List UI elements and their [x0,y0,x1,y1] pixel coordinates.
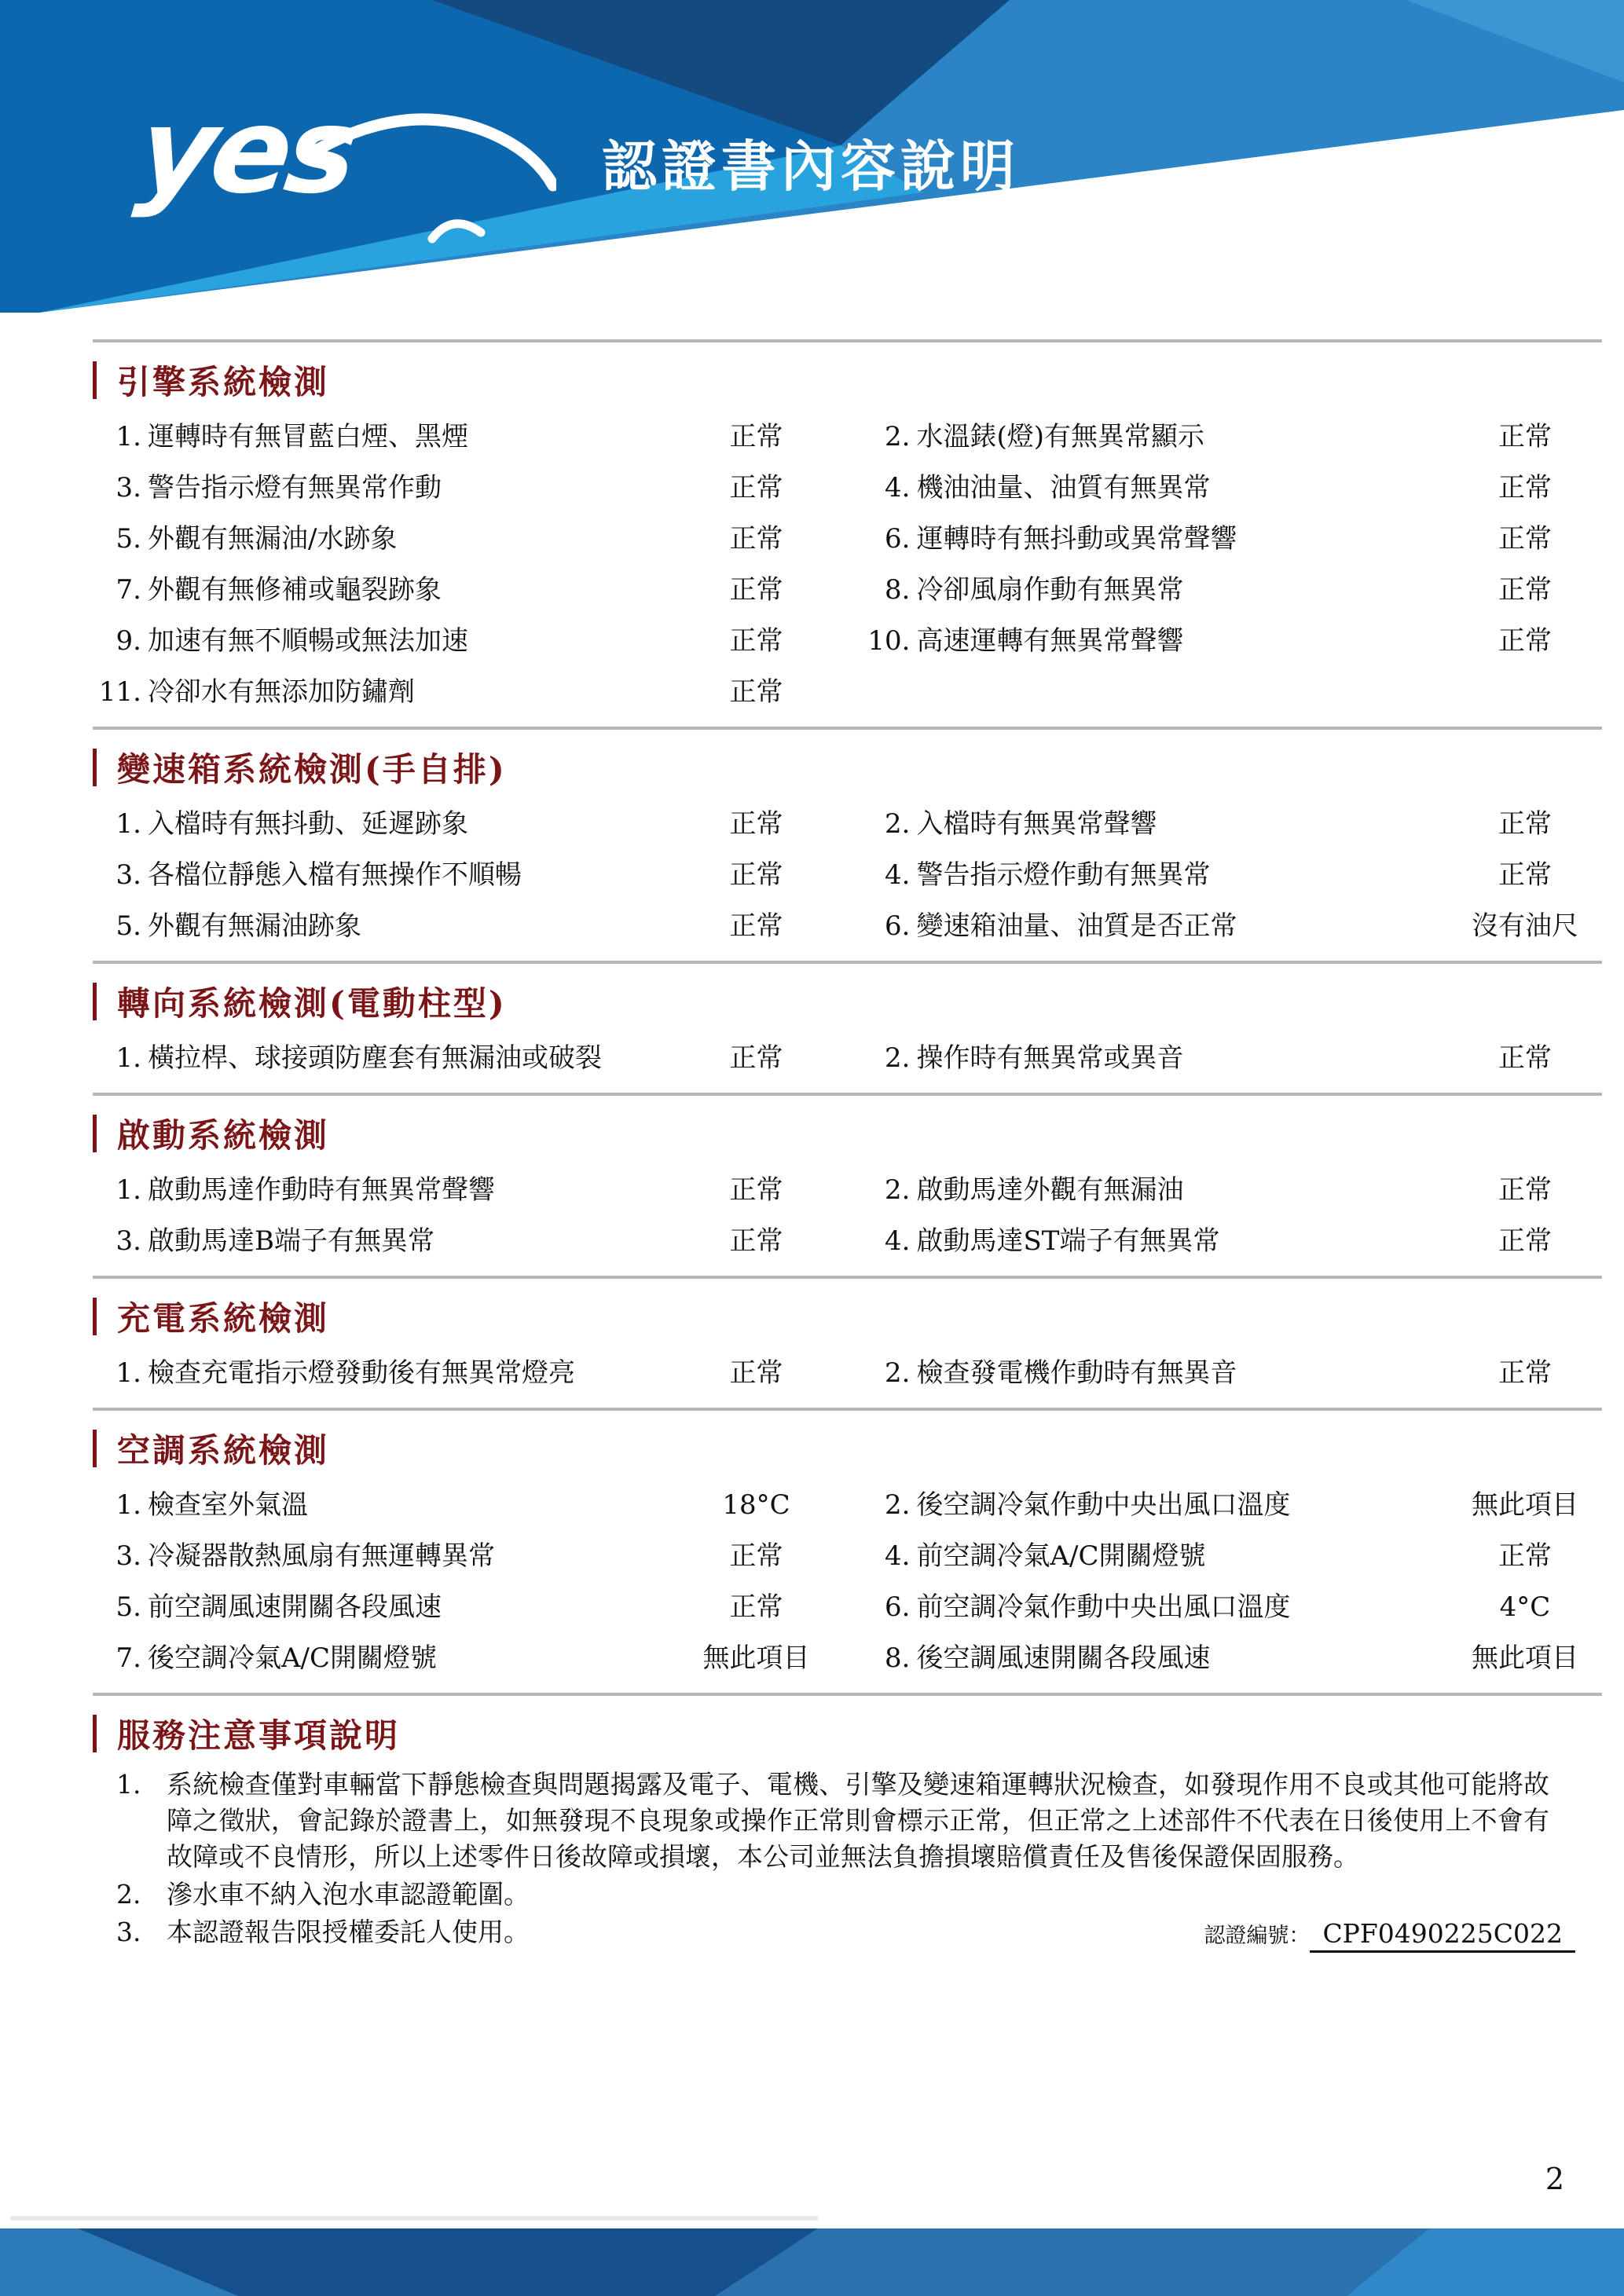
inspection-item [96,624,834,658]
notes-header [93,1712,1602,1756]
item-number: 5. [115,910,141,942]
item-label: 運轉時有無抖動或異常聲響 [916,523,1237,555]
note-text: 本認證報告限授權委託人使用。 [167,1917,530,1947]
note-item [116,1877,1602,1913]
item-label: 前空調風速開關各段風速 [148,1591,442,1623]
section-header [93,358,1602,402]
item-label: 啟動馬達ST端子有無異常 [916,1225,1220,1257]
item-label: 入檔時有無異常聲響 [916,808,1157,840]
item-result: 正常 [1498,574,1552,606]
item-number: 2. [885,421,911,452]
item-result: 正常 [1498,1174,1552,1206]
item-label: 外觀有無漏油跡象 [148,910,361,942]
item-number: 8. [885,574,911,606]
certificate-number-line [1204,1918,1575,1949]
item-result: 正常 [1498,625,1552,657]
section-accent-bar [93,749,97,786]
section-divider [93,339,1602,342]
item-number: 4. [885,1225,911,1257]
section-accent-bar [93,361,97,399]
item-number: 4. [885,472,911,504]
inspection-item [865,1590,1603,1624]
inspection-items [93,1488,1602,1675]
inspection-section [93,980,1602,1096]
item-number: 8. [885,1642,911,1674]
inspection-section [93,1111,1602,1279]
inspection-sections [93,358,1602,1696]
item-number: 1. [115,421,141,452]
inspection-item [865,1539,1603,1573]
item-label: 啟動馬達作動時有無異常聲響 [148,1174,495,1206]
section-divider [93,1693,1602,1696]
item-number: 6. [885,523,911,555]
item-result: 正常 [729,625,783,657]
note-text: 系統檢查僅對車輛當下靜態檢查與問題揭露及電子、電機、引擎及變速箱運轉狀況檢查，如發現作用不良或其他可能將故障之徵狀，會記錄於證書上，如無發現不良現象或操作正常則會標示正常，但正常之上述部件不代表在日後使用上不會有故障或不良情形，所以上述零件日後故障或損壞，本公司並無法負擔損壞賠償責任及售後保證保固服務。 [167,1769,1549,1872]
inspection-item [96,1173,834,1207]
item-label: 啟動馬達B端子有無異常 [148,1225,434,1257]
inspection-section [93,358,1602,730]
item-result: 正常 [729,574,783,606]
item-result: 正常 [729,1540,783,1572]
item-number: 1. [115,1042,141,1074]
section-header [93,1294,1602,1338]
item-result: 無此項目 [1472,1489,1578,1521]
item-label: 變速箱油量、油質是否正常 [916,910,1237,942]
section-title: 變速箱系統檢測(手自排) [117,750,507,789]
item-number: 10. [867,625,911,657]
inspection-item [865,909,1603,943]
inspection-item [96,1488,834,1522]
inspection-item [96,1590,834,1624]
inspection-item [865,624,1603,658]
notes-title: 服務注意事項說明 [117,1716,401,1755]
section-title: 空調系統檢測 [117,1431,330,1470]
item-number: 2. [885,1489,911,1521]
item-number: 1. [115,1489,141,1521]
item-result: 正常 [729,910,783,942]
inspection-item [96,419,834,454]
item-result: 正常 [1498,1225,1552,1257]
item-label: 啟動馬達外觀有無漏油 [916,1174,1184,1206]
item-label: 檢查發電機作動時有無異音 [916,1357,1237,1389]
section-header [93,1111,1602,1155]
item-label: 冷凝器散熱風扇有無運轉異常 [148,1540,495,1572]
item-label: 檢查室外氣溫 [148,1489,308,1521]
item-number: 9. [115,625,141,657]
item-label: 警告指示燈作動有無異常 [916,859,1211,891]
yes-logo-text: yes [130,83,363,220]
section-header [93,1426,1602,1470]
section-divider [93,1408,1602,1411]
note-item [116,1767,1602,1875]
page-number: 2 [1545,2162,1564,2196]
section-header [93,745,1602,789]
item-result: 正常 [1498,1540,1552,1572]
item-result: 正常 [729,1357,783,1389]
inspection-item [865,1356,1603,1390]
page-header [0,0,1624,314]
inspection-item [865,1224,1603,1258]
inspection-item [865,1488,1603,1522]
inspection-item [865,1173,1603,1207]
item-label: 前空調冷氣作動中央出風口溫度 [916,1591,1291,1623]
brand-block [116,85,1020,250]
item-label: 檢查充電指示燈發動後有無異常燈亮 [148,1357,575,1389]
note-number: 2. [116,1879,141,1910]
item-number: 1. [115,808,141,840]
inspection-items [93,1041,1602,1075]
inspection-item [865,522,1603,556]
inspection-section [93,745,1602,964]
note-text: 滲水車不納入泡水車認證範圍。 [167,1879,530,1910]
item-number: 1. [115,1357,141,1389]
footer-graphic [0,2228,1624,2296]
item-number: 11. [98,676,141,708]
footer-accent-line [10,2216,818,2221]
item-label: 機油油量、油質有無異常 [916,472,1211,504]
inspection-item [96,909,834,943]
item-result: 正常 [729,421,783,452]
item-label: 冷卻風扇作動有無異常 [916,574,1184,606]
item-result: 正常 [1498,523,1552,555]
section-title: 充電系統檢測 [117,1299,330,1338]
inspection-item [865,573,1603,607]
item-number: 1. [115,1174,141,1206]
section-title: 啟動系統檢測 [117,1116,330,1155]
item-label: 後空調冷氣作動中央出風口溫度 [916,1489,1291,1521]
item-result: 正常 [1498,421,1552,452]
note-number: 3. [116,1917,141,1947]
inspection-item [96,522,834,556]
inspection-item [865,1041,1603,1075]
certificate-number-label: 認證編號： [1204,1924,1311,1948]
page-title: 認證書內容說明 [602,134,1020,199]
section-title: 轉向系統檢測(電動柱型) [117,984,507,1023]
item-result: 正常 [729,1042,783,1074]
item-number: 4. [885,859,911,891]
inspection-section [93,1294,1602,1411]
yes-logo [116,85,556,250]
item-result: 正常 [729,859,783,891]
item-result: 正常 [1498,1042,1552,1074]
item-label: 操作時有無異常或異音 [916,1042,1184,1074]
item-result: 正常 [729,472,783,504]
section-accent-bar [93,983,97,1020]
inspection-items [93,1173,1602,1258]
inspection-item [96,1224,834,1258]
item-result: 沒有油尺 [1472,910,1578,942]
inspection-item [865,471,1603,505]
car-swoosh-icon [116,85,556,265]
inspection-items [93,1356,1602,1390]
item-number: 3. [115,1225,141,1257]
item-number: 3. [115,1540,141,1572]
inspection-item [96,1539,834,1573]
inspection-section [93,1426,1602,1696]
item-result: 正常 [729,1225,783,1257]
item-label: 前空調冷氣A/C開關燈號 [916,1540,1206,1572]
inspection-item [96,573,834,607]
item-label: 各檔位靜態入檔有無操作不順暢 [148,859,522,891]
inspection-items [93,419,1602,709]
item-result: 正常 [1498,1357,1552,1389]
inspection-item [865,858,1603,892]
inspection-item [96,1356,834,1390]
inspection-item [865,1641,1603,1675]
item-result: 無此項目 [702,1642,810,1674]
item-number: 4. [885,1540,911,1572]
item-label: 橫拉桿、球接頭防塵套有無漏油或破裂 [148,1042,602,1074]
item-result: 正常 [729,523,783,555]
section-divider [93,1276,1602,1279]
item-number: 6. [885,910,911,942]
section-accent-bar [93,1715,97,1752]
content [0,314,1624,1952]
section-title: 引擎系統檢測 [117,363,330,401]
service-notes [93,1712,1602,1950]
item-label: 後空調冷氣A/C開關燈號 [148,1642,438,1674]
item-result: 正常 [729,676,783,708]
item-label: 運轉時有無冒藍白煙、黑煙 [148,421,468,452]
inspection-item [96,471,834,505]
item-label: 後空調風速開關各段風速 [916,1642,1211,1674]
item-label: 加速有無不順暢或無法加速 [148,625,468,657]
note-number: 1. [116,1769,141,1800]
item-number: 7. [115,574,141,606]
item-number: 2. [885,1357,911,1389]
inspection-item [96,1641,834,1675]
item-number: 6. [885,1591,911,1623]
item-result: 正常 [1498,859,1552,891]
item-result: 正常 [729,808,783,840]
section-accent-bar [93,1298,97,1335]
inspection-items [93,807,1602,943]
item-result: 4°C [1499,1591,1551,1623]
inspection-item [96,807,834,841]
item-number: 5. [115,523,141,555]
item-label: 冷卻水有無添加防鏽劑 [148,676,415,708]
item-result: 正常 [1498,472,1552,504]
item-result: 無此項目 [1472,1642,1578,1674]
item-number: 3. [115,472,141,504]
item-number: 7. [115,1642,141,1674]
section-divider [93,727,1602,730]
page-footer [0,2228,1624,2296]
item-label: 警告指示燈有無異常作動 [148,472,442,504]
item-number: 2. [885,808,911,840]
item-label: 外觀有無修補或龜裂跡象 [148,574,442,606]
item-label: 高速運轉有無異常聲響 [916,625,1184,657]
item-result: 正常 [729,1591,783,1623]
item-label: 水溫錶(燈)有無異常顯示 [916,421,1205,452]
section-accent-bar [93,1430,97,1467]
section-divider [93,961,1602,964]
item-number: 3. [115,859,141,891]
inspection-item [865,419,1603,454]
item-label: 入檔時有無抖動、延遲跡象 [148,808,468,840]
item-number: 5. [115,1591,141,1623]
inspection-item [96,1041,834,1075]
section-accent-bar [93,1115,97,1152]
inspection-item [96,675,834,709]
inspection-item [96,858,834,892]
section-header [93,980,1602,1023]
item-label: 外觀有無漏油/水跡象 [148,523,398,555]
section-divider [93,1093,1602,1096]
certificate-number: CPF0490225C022 [1310,1918,1575,1953]
item-result: 18°C [722,1489,790,1521]
item-number: 2. [885,1042,911,1074]
item-number: 2. [885,1174,911,1206]
inspection-item [865,807,1603,841]
item-result: 正常 [729,1174,783,1206]
item-result: 正常 [1498,808,1552,840]
